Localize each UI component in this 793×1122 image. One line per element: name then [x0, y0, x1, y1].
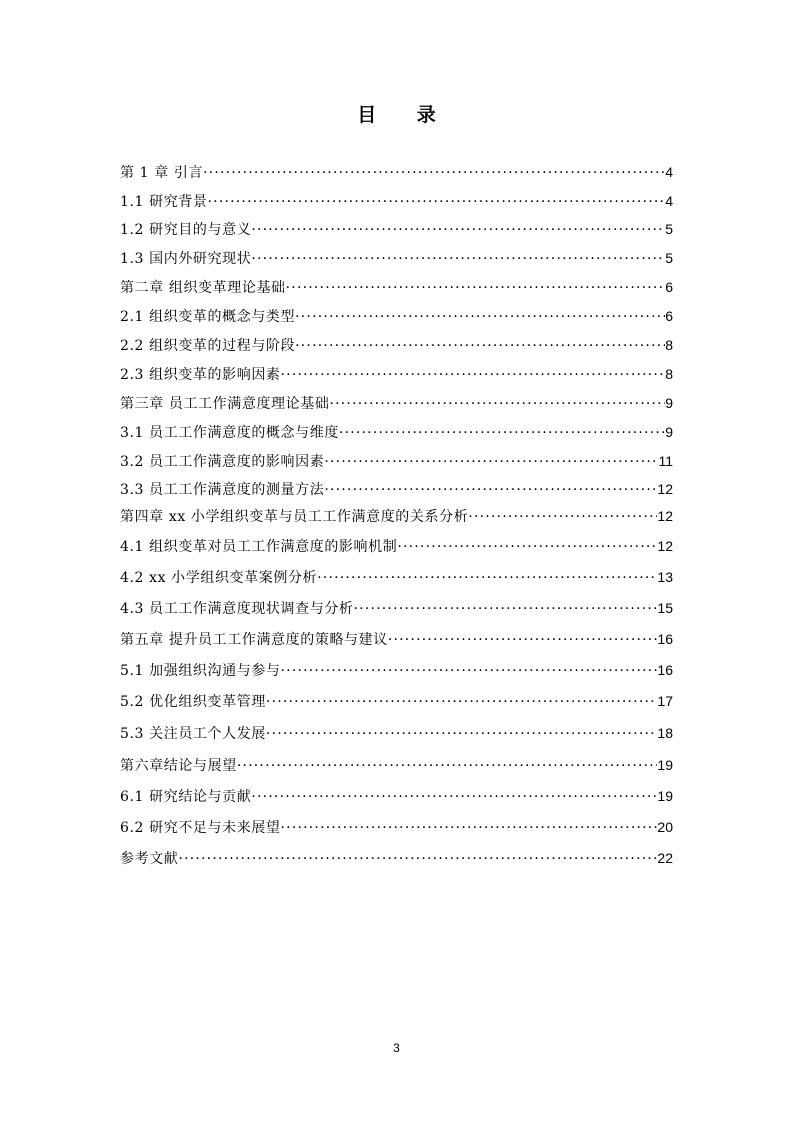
toc-entry-page: 4: [665, 164, 673, 180]
toc-entry[interactable]: [120, 364, 673, 385]
toc-entry-page: 11: [658, 453, 673, 469]
toc-entry-page: 20: [657, 819, 673, 835]
toc-entry-page: 19: [657, 757, 673, 773]
toc-leader: [354, 599, 658, 619]
toc-entry[interactable]: [120, 335, 673, 356]
toc-leader: [178, 849, 657, 869]
toc-entry-label: 1.1 研究背景: [120, 194, 208, 210]
toc-leader: [203, 163, 665, 183]
toc-title: 目 录: [357, 104, 453, 126]
toc-leader: [281, 365, 666, 385]
toc-entry-page: 17: [657, 693, 673, 709]
toc-leader: [281, 661, 658, 681]
toc-entry[interactable]: [120, 723, 673, 744]
toc-leader: [324, 480, 657, 500]
toc-leader: [237, 756, 658, 776]
toc-leader: [388, 630, 658, 650]
toc-entry[interactable]: [120, 506, 673, 527]
toc-entry-page: 18: [657, 725, 673, 741]
toc-entry-page: 19: [657, 788, 673, 804]
toc-entry-page: 9: [665, 395, 673, 411]
toc-entry-page: 5: [665, 250, 673, 266]
toc-entry-label: 4.2 xx 小学组织变革案例分析: [120, 570, 318, 586]
toc-entry-label: 1.2 研究目的与意义: [120, 222, 252, 238]
toc-entry-page: 16: [657, 662, 673, 678]
toc-leader: [208, 192, 666, 212]
toc-leader: [295, 307, 665, 327]
toc-entry-label: 4.1 组织变革对员工工作满意度的影响机制: [120, 539, 398, 555]
toc-entry-label: 2.1 组织变革的概念与类型: [120, 309, 296, 325]
toc-entry-page: 12: [657, 508, 673, 524]
toc-leader: [295, 336, 665, 356]
toc-entry-label: 3.1 员工工作满意度的概念与维度: [120, 425, 339, 441]
toc-entry-label: 第二章 组织变革理论基础: [120, 280, 286, 296]
toc-entry[interactable]: [120, 629, 673, 650]
toc-entry-page: 16: [657, 631, 673, 647]
toc-entry[interactable]: [120, 191, 673, 212]
toc-leader: [324, 452, 658, 472]
toc-entry-label: 5.3 关注员工个人发展: [120, 726, 266, 742]
toc-entry-page: 13: [657, 569, 673, 585]
toc-entry-label: 第六章结论与展望: [120, 758, 237, 774]
toc-entry[interactable]: [120, 755, 673, 776]
toc-leader: [286, 278, 666, 298]
toc-entry-label: 第三章 员工工作满意度理论基础: [120, 396, 330, 412]
toc-entry-label: 6.2 研究不足与未来展望: [120, 820, 281, 836]
toc-leader: [329, 394, 665, 414]
toc-leader: [317, 568, 657, 588]
toc-entry-page: 12: [657, 481, 673, 497]
toc-entry-label: 参考文献: [120, 851, 179, 867]
toc-entry-page: 6: [665, 279, 673, 295]
toc-entry[interactable]: [120, 451, 673, 472]
toc-entry[interactable]: [120, 306, 673, 327]
toc-entry-label: 3.2 员工工作满意度的影响因素: [120, 454, 325, 470]
toc-leader: [251, 787, 657, 807]
toc-entry[interactable]: [120, 660, 673, 681]
toc-entry[interactable]: [120, 817, 673, 838]
toc-entry-page: 12: [657, 538, 673, 554]
toc-entry-label: 6.1 研究结论与贡献: [120, 789, 252, 805]
toc-entry-page: 8: [665, 337, 673, 353]
toc-entry[interactable]: [120, 598, 673, 619]
toc-leader: [251, 249, 665, 269]
toc-leader: [468, 507, 657, 527]
toc-entry-page: 8: [665, 366, 673, 382]
toc-entry[interactable]: [120, 393, 673, 414]
toc-entry-label: 第 1 章 引言: [120, 165, 204, 181]
toc-entry[interactable]: [120, 691, 673, 712]
toc-entry-label: 2.3 组织变革的影响因素: [120, 367, 281, 383]
toc-entry[interactable]: [120, 248, 673, 269]
toc-entry-page: 9: [665, 424, 673, 440]
toc-entry-label: 5.1 加强组织沟通与参与: [120, 663, 281, 679]
toc-entry-page: 4: [665, 193, 673, 209]
toc-entry[interactable]: [120, 162, 673, 183]
toc-entry[interactable]: [120, 567, 673, 588]
toc-entry[interactable]: [120, 219, 673, 240]
toc-leader: [339, 423, 665, 443]
toc-entry-label: 4.3 员工工作满意度现状调查与分析: [120, 601, 354, 617]
toc-entry-page: 6: [665, 308, 673, 324]
toc-leader: [266, 724, 658, 744]
toc-entry[interactable]: [120, 277, 673, 298]
toc-entry[interactable]: [120, 422, 673, 443]
toc-entry-page: 5: [665, 221, 673, 237]
toc-entry-label: 3.3 员工工作满意度的测量方法: [120, 482, 325, 498]
toc-entry[interactable]: [120, 536, 673, 557]
toc-entry-label: 第四章 xx 小学组织变革与员工工作满意度的关系分析: [120, 509, 469, 525]
toc-leader: [397, 537, 657, 557]
page-number: 3: [393, 1041, 400, 1055]
toc-leader: [281, 818, 658, 838]
toc-entry-label: 5.2 优化组织变革管理: [120, 694, 266, 710]
toc-leader: [266, 692, 658, 712]
toc-leader: [251, 220, 665, 240]
toc-entry-page: 22: [657, 850, 673, 866]
toc-entry-label: 第五章 提升员工工作满意度的策略与建议: [120, 632, 388, 648]
toc-entry-page: 15: [657, 600, 673, 616]
toc-entry-label: 1.3 国内外研究现状: [120, 251, 252, 267]
toc-entry-label: 2.2 组织变革的过程与阶段: [120, 338, 296, 354]
toc-entry[interactable]: [120, 479, 673, 500]
toc-entry[interactable]: [120, 786, 673, 807]
toc-entry[interactable]: [120, 848, 673, 869]
